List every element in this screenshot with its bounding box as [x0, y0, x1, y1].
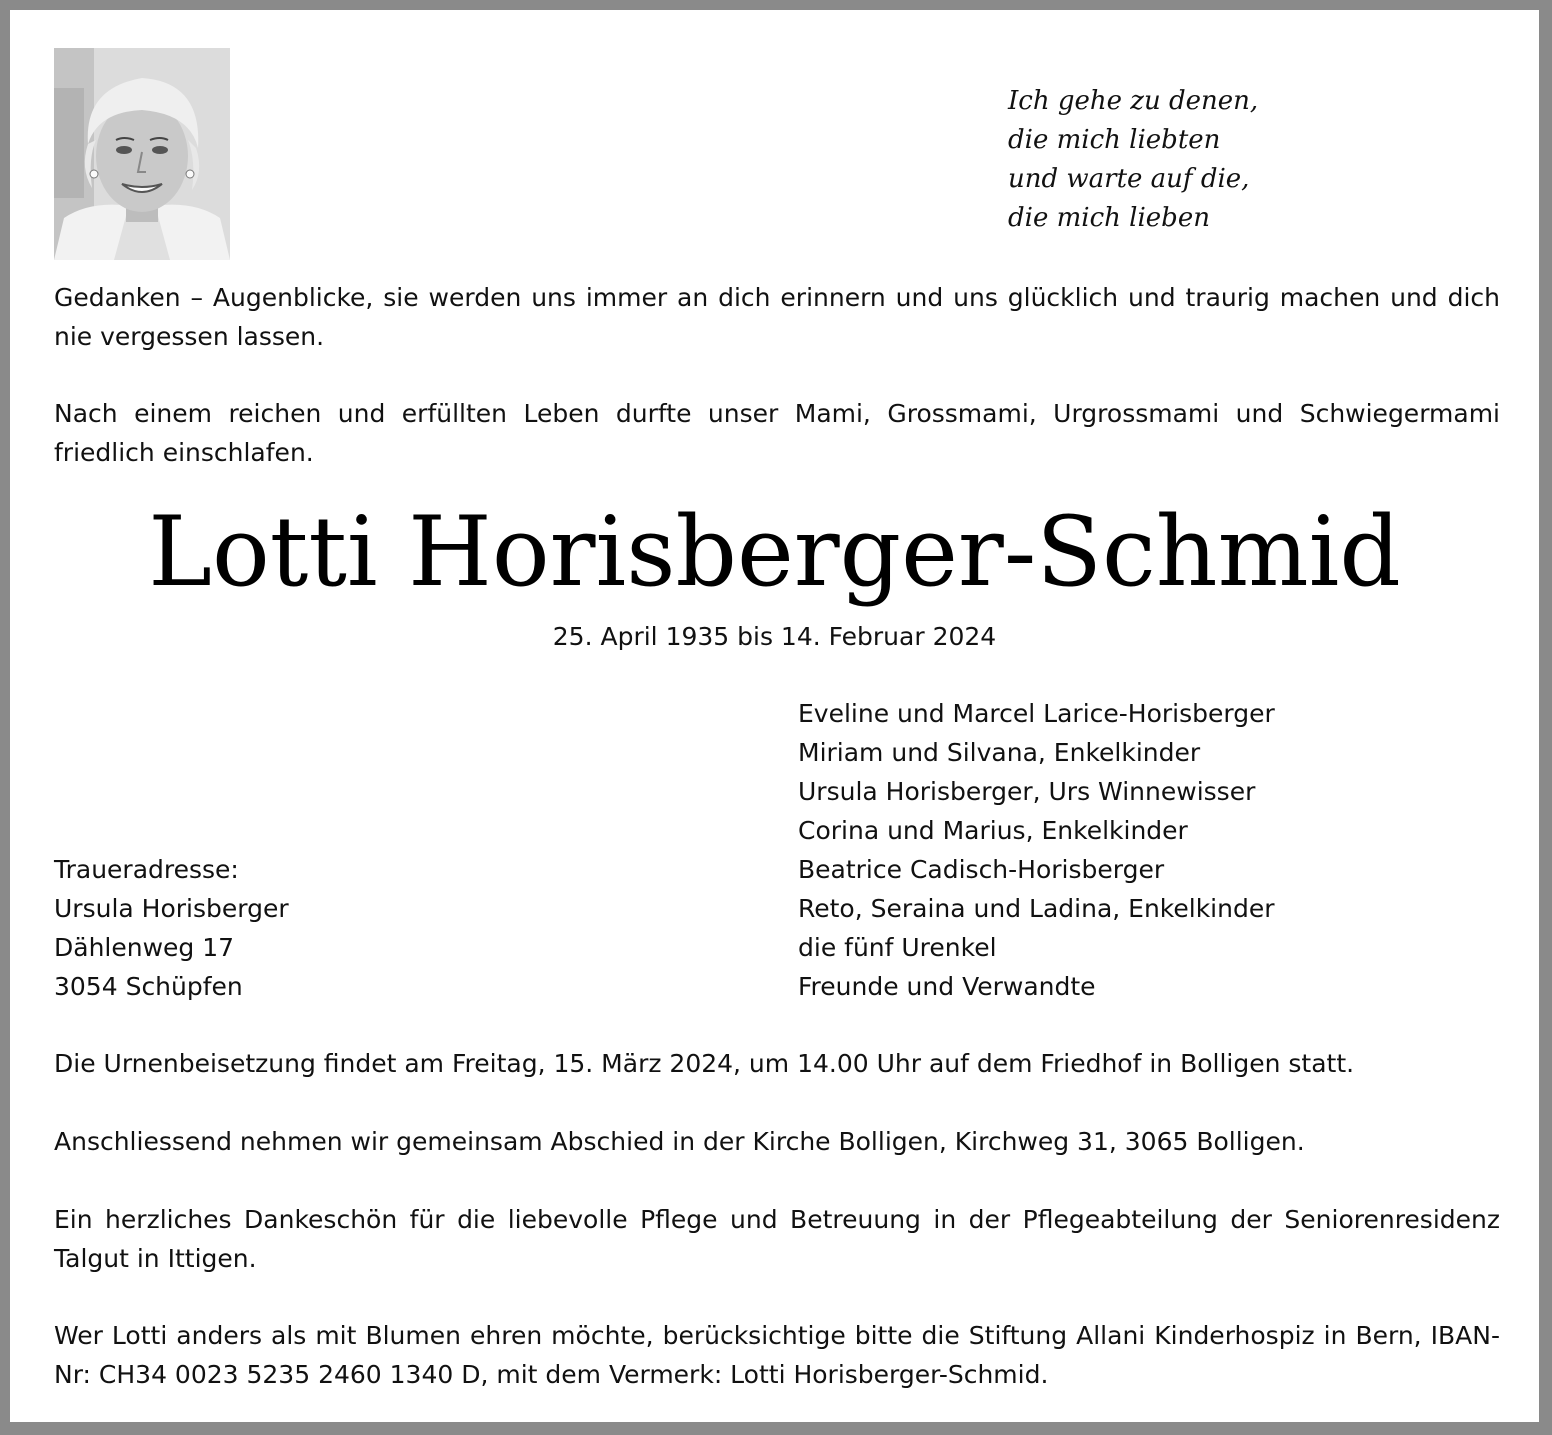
mourner-line: Ursula Horisberger, Urs Winnewisser	[798, 777, 1256, 806]
poem-line: die mich liebten	[1008, 125, 1221, 155]
mourner-line: die fünf Urenkel	[798, 933, 997, 962]
intro-paragraph: Gedanken – Augenblicke, sie werden uns immer an dich erinnern und uns glücklich und traurig machen und dich nie vergessen lassen.	[54, 283, 1500, 351]
mourners-list	[798, 694, 1275, 1006]
intro-paragraph: Nach einem reichen und erfüllten Leben durfte unser Mami, Grossmami, Urgrossmami und Schwiegermami friedlich einschlafen.	[54, 399, 1500, 467]
address-city: 3054 Schüpfen	[54, 972, 243, 1001]
mourner-line: Freunde und Verwandte	[798, 972, 1096, 1001]
donation-notice: Wer Lotti anders als mit Blumen ehren möchte, berücksichtige bitte die Stiftung Allani Kinderhospiz in Bern, IBAN-Nr: CH34 0023 5235 2460 1340 D, mit dem Vermerk: Lotti Horisberger-Schmid.	[54, 1321, 1500, 1389]
address-name: Ursula Horisberger	[54, 894, 289, 923]
poem-line: die mich lieben	[1008, 203, 1210, 233]
thanks-notice: Ein herzliches Dankeschön für die liebevolle Pflege und Betreuung in der Pflegeabteilung der Seniorenresidenz Talgut in Ittigen.	[54, 1205, 1500, 1273]
life-dates: 25. April 1935 bis 14. Februar 2024	[552, 622, 997, 651]
portrait-photo	[54, 48, 230, 260]
burial-notice: Die Urnenbeisetzung findet am Freitag, 15. März 2024, um 14.00 Uhr auf dem Friedhof in Bolligen statt.	[54, 1049, 1355, 1078]
poem-line: Ich gehe zu denen,	[1008, 86, 1259, 116]
mourner-line: Miriam und Silvana, Enkelkinder	[798, 738, 1201, 767]
deceased-name: Lotti Horisberger-Schmid	[148, 496, 1401, 608]
mourner-line: Corina und Marius, Enkelkinder	[798, 816, 1188, 845]
poem-line: und warte auf die,	[1008, 164, 1250, 194]
mourning-address	[54, 850, 289, 1006]
address-street: Dählenweg 17	[54, 933, 235, 962]
obituary-notice	[10, 10, 1539, 1422]
address-label: Traueradresse:	[54, 855, 239, 884]
mourner-line: Beatrice Cadisch-Horisberger	[798, 855, 1165, 884]
mourner-line: Reto, Seraina und Ladina, Enkelkinder	[798, 894, 1275, 923]
farewell-notice: Anschliessend nehmen wir gemeinsam Abschied in der Kirche Bolligen, Kirchweg 31, 3065 Bolligen.	[54, 1127, 1305, 1156]
poem	[1008, 82, 1258, 238]
mourner-line: Eveline und Marcel Larice-Horisberger	[798, 699, 1275, 728]
